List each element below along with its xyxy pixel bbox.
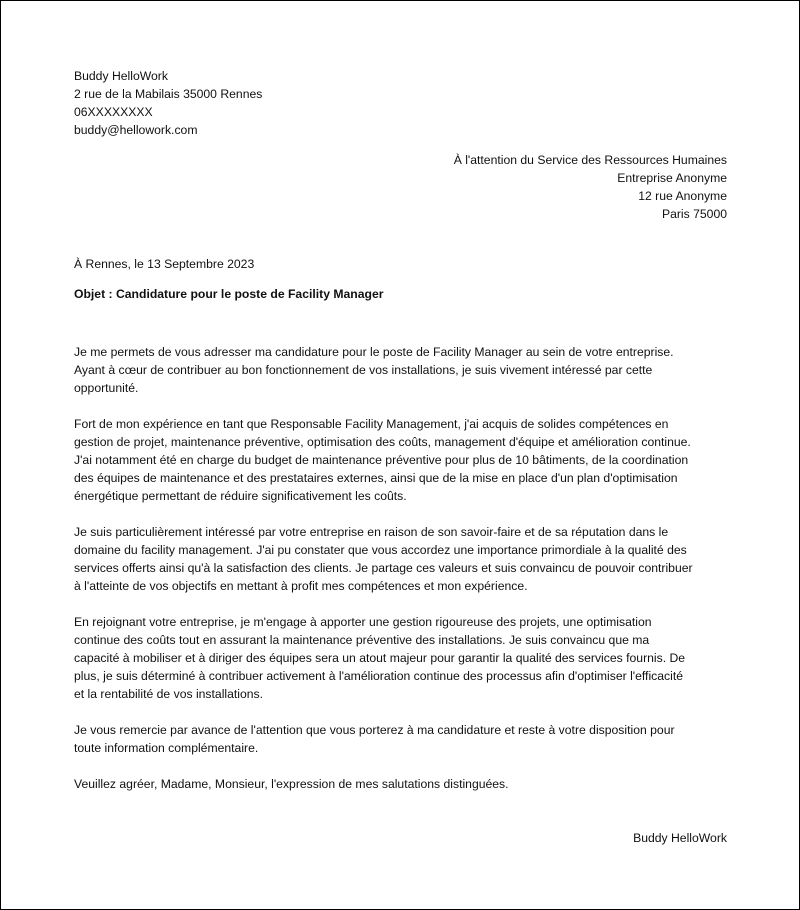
paragraph-line: toute information complémentaire.: [74, 741, 259, 755]
paragraph-line: à l'atteinte de vos objectifs en mettant à profit mes compétences et mon expérience.: [74, 579, 528, 593]
recipient-block: [454, 151, 727, 223]
paragraph-thanks: [74, 721, 734, 757]
paragraph-commitment: [74, 613, 734, 703]
paragraph-closing: [74, 775, 734, 793]
paragraph-line: services offerts ainsi qu'à la satisfaction des clients. Je partage ces valeurs et suis convaincu de pouvoir contribuer: [74, 561, 693, 575]
paragraph-line: Je vous remercie par avance de l'attention que vous porterez à ma candidature et reste à votre disposition pour: [74, 723, 675, 737]
paragraph-introduction: [74, 343, 734, 397]
paragraph-line: En rejoignant votre entreprise, je m'engage à apporter une gestion rigoureuse des projets, une optimisation: [74, 615, 652, 629]
paragraph-line: et la rentabilité de vos installations.: [74, 687, 264, 701]
paragraph-line: capacité à mobiliser et à diriger des équipes sera un atout majeur pour garantir la qualité des services fournis. De: [74, 651, 686, 665]
paragraph-line: Je suis particulièrement intéressé par votre entreprise en raison de son savoir-faire et de sa réputation dans le: [74, 525, 669, 539]
paragraph-motivation: [74, 523, 734, 595]
paragraph-line: plus, je suis déterminé à contribuer activement à l'amélioration continue des processus afin d'optimiser l'efficacité: [74, 669, 683, 683]
recipient-attention: À l'attention du Service des Ressources Humaines: [453, 153, 727, 167]
recipient-street: 12 rue Anonyme: [638, 189, 727, 203]
sender-block: [74, 67, 262, 139]
paragraph-line: Je me permets de vous adresser ma candidature pour le poste de Facility Manager au sein de votre entreprise.: [74, 345, 674, 359]
paragraph-line: gestion de projet, maintenance préventive, optimisation des coûts, management d'équipe et amélioration continue.: [74, 435, 691, 449]
sender-address: 2 rue de la Mabilais 35000 Rennes: [74, 87, 263, 101]
paragraph-line: Fort de mon expérience en tant que Responsable Facility Management, j'ai acquis de solides compétences en: [74, 417, 669, 431]
paragraph-line: énergétique permettant de réduire significativement les coûts.: [74, 489, 407, 503]
paragraph-line: continue des coûts tout en assurant la maintenance préventive des installations. Je suis convaincu que ma: [74, 633, 650, 647]
recipient-city: Paris 75000: [661, 207, 727, 221]
paragraph-line: Ayant à cœur de contribuer au bon fonctionnement de vos installations, je suis vivement intéressé par cette: [74, 363, 653, 377]
signature: Buddy HelloWork: [633, 831, 727, 845]
sender-name: Buddy HelloWork: [74, 69, 168, 83]
paragraph-line: des équipes de maintenance et des prestataires externes, ainsi que de la mise en place d'un plan d'optimisation: [74, 471, 678, 485]
paragraph-line: opportunité.: [74, 381, 139, 395]
paragraph-line: Veuillez agréer, Madame, Monsieur, l'expression de mes salutations distinguées.: [74, 777, 509, 791]
sender-email: buddy@hellowork.com: [74, 123, 198, 137]
sender-phone: 06XXXXXXXX: [74, 105, 153, 119]
recipient-company: Entreprise Anonyme: [617, 171, 727, 185]
subject-line: Objet : Candidature pour le poste de Facility Manager: [74, 287, 384, 301]
paragraph-experience: [74, 415, 734, 505]
paragraph-line: domaine du facility management. J'ai pu constater que vous accordez une importance primordiale à la qualité des: [74, 543, 687, 557]
date-line: À Rennes, le 13 Septembre 2023: [74, 257, 255, 271]
paragraph-line: J'ai notamment été en charge du budget de maintenance préventive pour plus de 10 bâtiments, de la coordination: [74, 453, 689, 467]
letter-body: [74, 343, 734, 811]
